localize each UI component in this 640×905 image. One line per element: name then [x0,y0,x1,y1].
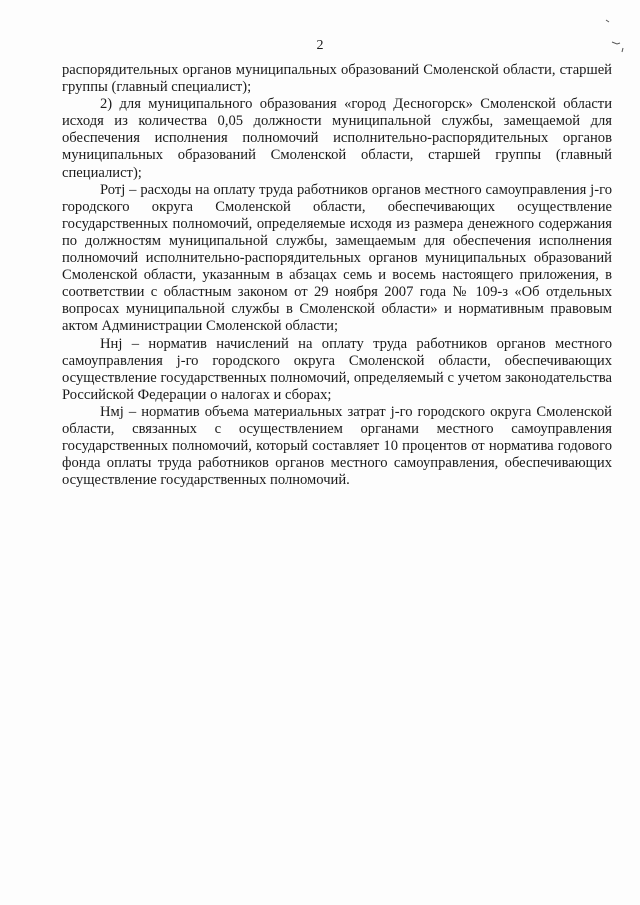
paragraph-nmj: Нмj – норматив объема материальных затрат j-го городского округа Смоленской области, связанных с осуществлением органами местного самоуправления государственных полномочий, который составляет 10 процентов от норматива годового фонда оплаты труда работников органов местного самоуправления, обеспечивающих осуществление государственных полномочий. [62,403,612,489]
paragraph-continuation: распорядительных органов муниципальных образований Смоленской области, старшей группы (главный специалист); [62,62,612,96]
paragraph-rotj: Ротj – расходы на оплату труда работников органов местного самоуправления j-го городского округа Смоленской области, обеспечивающих осуществление государственных полномочий, определяемые исходя из размера денежного содержания по должностям муниципальной службы, замещаемым для обеспечения исполнения полномочий исполнительно-распорядительных органов муниципальных образований Смоленской области, указанным в абзацах семь и восемь настоящего приложения, в соответствии с областным законом от 29 ноября 2007 года № 109-з «Об отдельных вопросах муниципальной службы в Смоленской области» и нормативным правовым актом Администрации Смоленской области; [62,181,612,335]
page-number: 2 [316,38,324,53]
paragraph-nnj: Ннj – норматив начислений на оплату труда работников органов местного самоуправления j-го городского округа Смоленской области, обеспечивающих осуществление государственных полномочий, определяемый с учетом законодательства Российской Федерации о налогах и сборах; [62,335,612,403]
document-body [62,62,612,489]
paragraph-desnogorsk: 2) для муниципального образования «город Десногорск» Смоленской области исходя из количества 0,05 должности муниципальной службы, замещаемой для обеспечения исполнения полномочий исполнительно-распорядительных органов муниципальных образований Смоленской области, старшей группы (главный специалист); [62,96,612,181]
